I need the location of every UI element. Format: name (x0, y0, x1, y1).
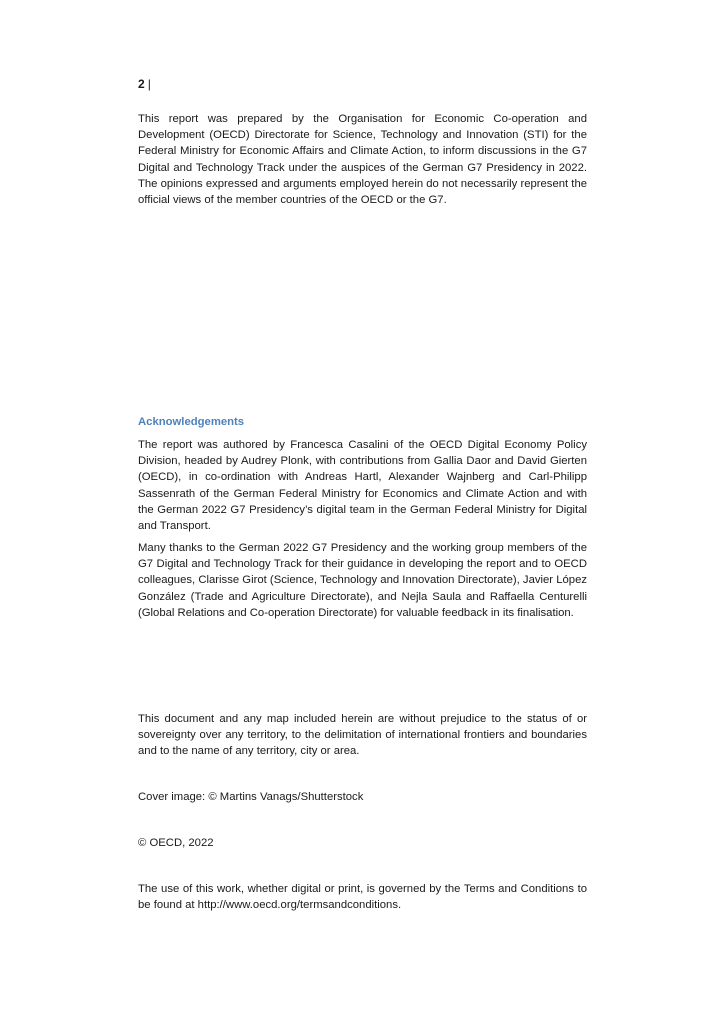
page-number-header (138, 76, 151, 92)
cover-image-credit: Cover image: © Martins Vanags/Shutterstock (138, 791, 364, 803)
terms-of-use: The use of this work, whether digital or print, is governed by the Terms and Conditions to be found at http://www.oecd.org/termsandconditions. (138, 883, 587, 912)
acknowledgements-heading: Acknowledgements (138, 416, 245, 428)
page-number: 2 (138, 77, 145, 91)
copyright-notice: © OECD, 2022 (138, 837, 214, 849)
acknowledgements-paragraph-1: The report was authored by Francesca Casalini of the OECD Digital Economy Policy Division, headed by Audrey Plonk, with contributions from Gallia Daor and David Gierten (OECD), in co-ordination with Andreas Hartl, Alexander Wajnberg and Carl-Philipp Sassenrath of the German Federal Ministry for Economics and Climate Action and with the German 2022 G7 Presidency’s digital team in the German Federal Ministry for Digital and Transport. (138, 439, 587, 533)
acknowledgements-paragraph-2: Many thanks to the German 2022 G7 Presidency and the working group members of the G7 Digital and Technology Track for their guidance in developing the report and to OECD colleagues, Clarisse Girot (Science, Technology and Innovation Directorate), Javier López González (Trade and Agriculture Directorate), and Nejla Saula and Raffaella Centurelli (Global Relations and Co-operation Directorate) for valuable feedback in its finalisation. (138, 542, 587, 619)
preparation-note: This report was prepared by the Organisation for Economic Co-operation and Development (OECD) Directorate for Science, Technology and Innovation (STI) for the Federal Ministry for Economic Affairs and Climate Action, to inform discussions in the G7 Digital and Technology Track under the auspices of the German G7 Presidency in 2022. The opinions expressed and arguments employed herein do not necessarily represent the official views of the member countries of the OECD or the G7. (138, 113, 588, 207)
page-number-separator: | (147, 77, 151, 91)
disclaimer-text: This document and any map included herein are without prejudice to the status of or sovereignty over any territory, to the delimitation of international frontiers and boundaries and to the name of any territory, city or area. (138, 713, 587, 758)
